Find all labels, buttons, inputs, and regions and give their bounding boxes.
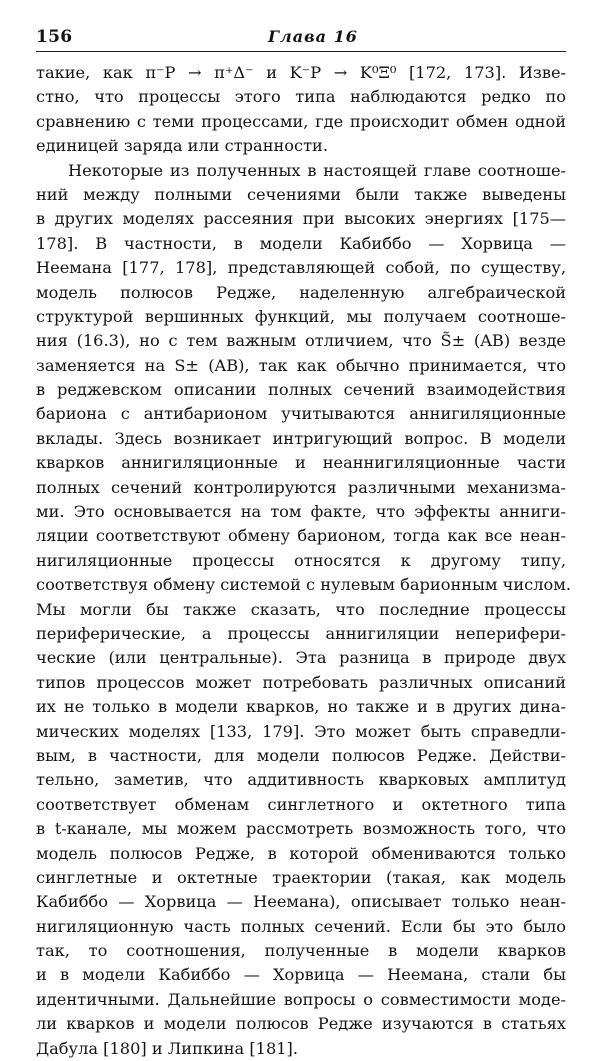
- page-header: [36, 27, 564, 49]
- text-line: стно, что процессы этого типа наблюдаются редко по: [36, 87, 566, 107]
- text-line: тельно, заметив, что аддитивность кварковых амплитуд: [36, 770, 566, 790]
- text-line: идентичными. Дальнейшие вопросы о совместимости моде-: [36, 989, 566, 1009]
- text-line: синглетные и октетные траектории (такая, как модель: [36, 867, 566, 887]
- text-line: Мы могли бы также сказать, что последние процессы: [36, 599, 566, 619]
- text-line: Кабиббо — Хорвица — Неемана), описывает только неан-: [36, 892, 566, 912]
- text-line: периферические, а процессы аннигиляции неперифери-: [36, 623, 566, 643]
- text-line: типов процессов может потребовать различных описаний: [36, 672, 566, 692]
- paragraph: [36, 61, 566, 159]
- text-line: ли кварков и модели полюсов Редже изучаются в статьях: [36, 1014, 566, 1034]
- paragraph: [36, 159, 571, 1061]
- body-text: [36, 61, 571, 1061]
- text-line: ний между полными сечениями были также выведены: [36, 184, 566, 204]
- text-line: модель полюсов Редже, наделенную алгебраической: [36, 282, 566, 302]
- text-line: нигиляционные процессы относятся к другому типу,: [36, 550, 566, 570]
- text-line: ческие (или центральные). Эта разница в природе двух: [36, 648, 566, 668]
- text-line: структурой вершинных функций, мы получаем соотноше-: [36, 306, 566, 326]
- text-line: такие, как π⁻P → π⁺Δ⁻ и K⁻P → K⁰Ξ⁰ [172, 173]. Изве-: [36, 63, 566, 82]
- text-line: и в модели Кабиббо — Хорвица — Неемана, стали бы: [36, 965, 566, 985]
- text-line: Некоторые из полученных в настоящей главе соотноше-: [68, 160, 566, 180]
- text-line: кварков аннигиляционные и неаннигиляционные части: [36, 453, 566, 473]
- text-line: вым, в частности, для модели полюсов Редже. Действи-: [36, 745, 566, 765]
- text-line: в других моделях рассеяния при высоких энергиях [175—: [36, 209, 566, 229]
- text-line: ния (16.3), но с тем важным отличием, что S̃± (AB) везде: [36, 331, 566, 351]
- text-line: модель полюсов Редже, в которой обмениваются только: [36, 843, 566, 863]
- text-line: нигиляционную часть полных сечений. Если бы это было: [36, 916, 566, 936]
- text-line: Дабула [180] и Липкина [181].: [36, 1038, 299, 1058]
- text-line: их не только в модели кварков, но также и в других дина-: [36, 697, 566, 717]
- text-line: 178]. В частности, в модели Кабиббо — Хорвица —: [36, 233, 566, 253]
- text-line: полных сечений контролируются различными механизма-: [36, 477, 566, 497]
- text-line: так, то соотношения, полученные в модели кварков: [36, 941, 566, 961]
- text-line: ми. Это основывается на том факте, что эффекты анниги-: [36, 502, 566, 522]
- text-line: соответствует обменам синглетного и октетного типа: [36, 794, 566, 814]
- text-line: вклады. Здесь возникает интригующий вопрос. В модели: [36, 428, 566, 448]
- running-head: Глава 16: [268, 27, 358, 46]
- text-line: бариона с антибарионом учитываются аннигиляционные: [36, 404, 566, 424]
- text-line: в реджевском описании полных сечений взаимодействия: [36, 380, 566, 400]
- text-line: в t-канале, мы можем рассмотреть возможность того, что: [36, 819, 566, 839]
- header-rule: [36, 51, 566, 52]
- text-line: соответствуя обмену системой с нулевым барионным числом.: [36, 575, 571, 595]
- text-line: сравнению с теми процессами, где происходит обмен одной: [36, 111, 566, 131]
- text-line: мических моделях [133, 179]. Это может быть справедли-: [36, 721, 566, 741]
- text-line: ляции соответствуют обмену барионом, тогда как все неан-: [36, 526, 566, 546]
- text-line: единицей заряда или странности.: [36, 136, 328, 156]
- text-line: Неемана [177, 178], представляющей собой, по существу,: [36, 258, 566, 278]
- text-line: заменяется на S± (AB), так как обычно принимается, что: [36, 355, 566, 375]
- page-number: 156: [36, 27, 73, 47]
